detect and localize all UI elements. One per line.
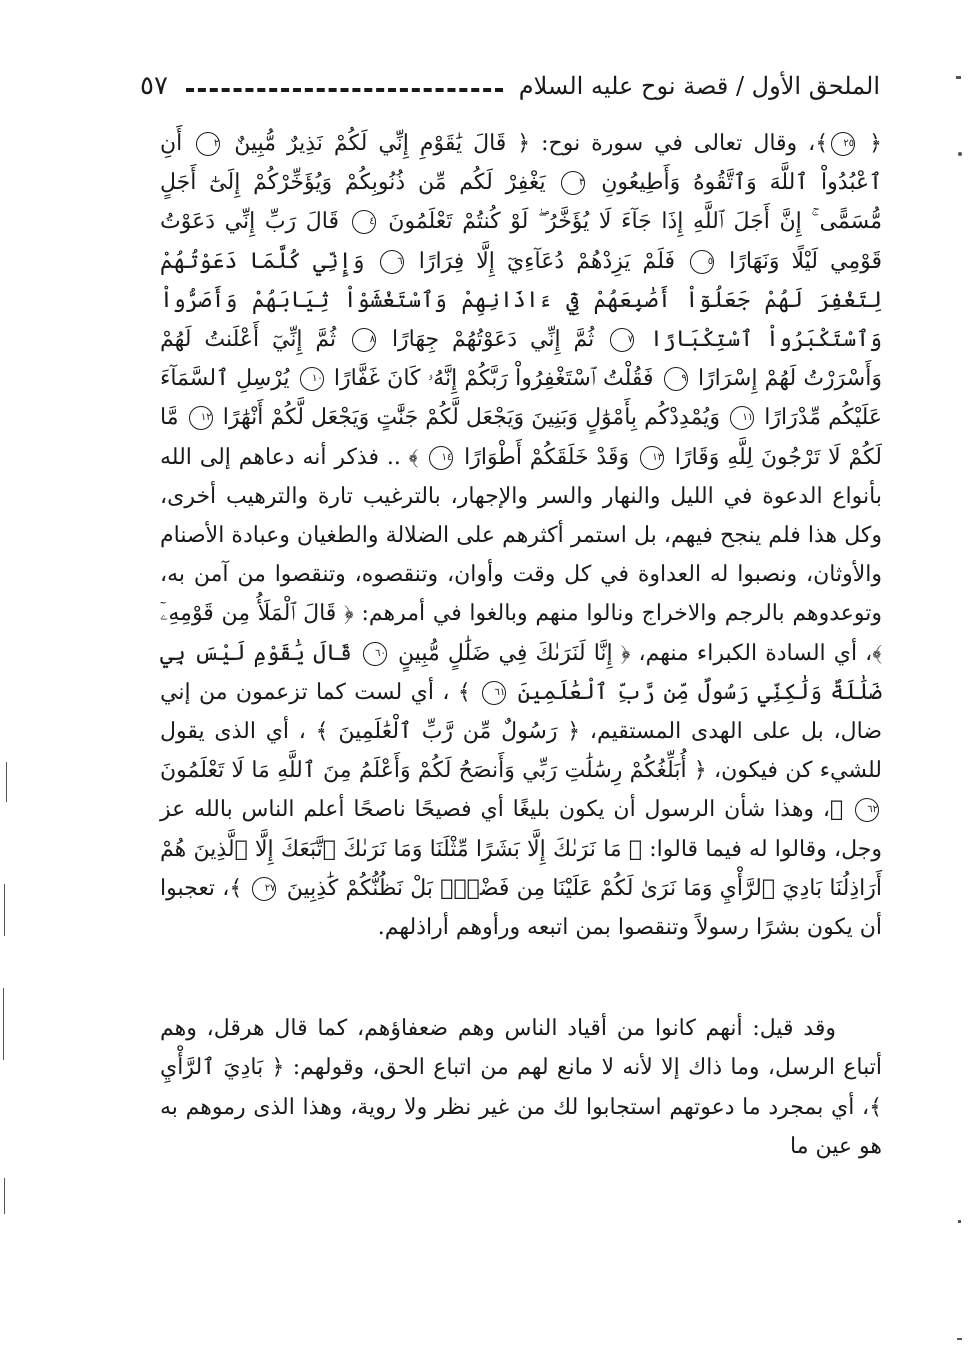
verse-number-marker: ٢ <box>196 132 220 156</box>
body-text <box>160 124 882 1166</box>
verse-number-marker: ٨ <box>352 328 376 352</box>
margin-mark <box>4 1178 5 1214</box>
verse-number-marker: ٦٠ <box>363 642 387 666</box>
running-header <box>140 62 880 110</box>
text-run: ﴾، وهذا شأن الرسول أن يكون بليغًا أي فصيحًا ناصحًا أعلم الناس بالله عز وجل، وقالوا له فيما قالوا: ﴿ مَا نَرَىٰكَ إِلَّا بَشَرًا مِّثْلَنَا وَمَا نَرَىٰكَ ٱتَّبَعَكَ إِلَّا ٱلَّذِينَ هُمْ أَرَاذِلُنَا بَادِيَ ٱلرَّأْيِ وَمَا نَرَىٰ لَكُمْ عَلَيْنَا مِن فَضْلٍۭ بَلْ نَظُنُّكُمْ كَٰذِبِينَ <box>160 797 883 901</box>
margin-mark <box>957 1338 962 1340</box>
margin-mark <box>6 762 7 802</box>
dotted-leader <box>186 88 503 92</box>
verse-number-marker: ١٣ <box>640 446 664 470</box>
margin-mark <box>3 988 4 1060</box>
verse-number-marker: ١٤ <box>429 446 453 470</box>
quran-verse: ثُمَّ إِنِّي دَعَوْتُهُمْ جِهَارًا <box>391 327 595 353</box>
verse-number-marker: ٢٥ <box>831 132 855 156</box>
verse-number-marker: ٧ <box>610 328 634 352</box>
text-run: ﴾، وقال تعالى في سورة نوح: ﴿ قَالَ يَٰقَوْمِ إِنِّي لَكُمْ نَذِيرٌ مُّبِينٌ <box>234 131 829 156</box>
verse-number-marker: ٦٢ <box>855 798 879 822</box>
verse-number-marker: ١١ <box>730 406 754 430</box>
text-run: ﴾ ، أي لست كما تزعمون من إني ضال، بل على الهدى المستقيم، ﴿ رَسُولٌ مِّن رَّبِّ ٱلْعَٰلَمِينَ ﴾ ، أي الذى يقول للشيء كن فيكون، ﴿ أُبَلِّغُكُمْ رِسَٰلَٰتِ رَبِّي وَأَنصَحُ لَكُمْ وَأَعْلَمُ مِنَ ٱللَّهِ مَا لَا تَعْلَمُونَ <box>160 679 882 784</box>
quran-verse: قَالَ رَبِّ إِنِّي دَعَوْتُ قَوْمِي لَيْلًا وَنَهَارًا <box>160 209 883 274</box>
verse-number-marker: ٤ <box>352 210 376 234</box>
verse-number-marker: ٥ <box>690 250 714 274</box>
quran-verse: وَيُمْدِدْكُم بِأَمْوَٰلٍ وَبَنِينَ وَيَجْعَل لَّكُمْ جَنَّٰتٍ وَيَجْعَل لَّكُمْ أَنْهَٰرًا <box>222 405 721 431</box>
running-title: الملحق الأول / قصة نوح عليه السلام <box>518 72 880 100</box>
quran-verse: يُرْسِلِ ٱلسَّمَآءَ عَلَيْكُم مِّدْرَارًا <box>160 366 883 431</box>
verse-number-marker: ٣ <box>561 171 585 195</box>
quran-verse: وَإِنِّي كُلَّمَا دَعَوْتُهُمْ لِتَغْفِرَ لَهُمْ جَعَلُوٓاْ أَصَٰبِعَهُمْ فِيٓ ءَاذَانِهِمْ وَٱسْتَغْشَوْاْ ثِيَابَهُمْ وَأَصَرُّواْ وَٱسْتَكْبَرُواْ ٱسْتِكْبَارًا <box>160 248 883 353</box>
quran-verse: ثُمَّ إِنِّيٓ أَعْلَنتُ لَهُمْ وَأَسْرَرْتُ لَهُمْ إِسْرَارًا <box>160 327 882 392</box>
margin-mark <box>956 76 961 79</box>
quran-verse: يَغْفِرْ لَكُم مِّن ذُنُوبِكُمْ وَيُؤَخِّرْكُمْ إِلَىٰٓ أَجَلٍ مُّسَمًّى ۚ إِنَّ أَجَلَ ٱللَّهِ إِذَا جَآءَ لَا يُؤَخَّرُ ۖ لَوْ كُنتُمْ تَعْلَمُونَ <box>160 170 882 235</box>
verse-number-marker: ١٢ <box>189 406 213 430</box>
verse-number-marker: ٢٧ <box>252 877 276 901</box>
paragraph-2 <box>160 1009 882 1166</box>
verse-number-marker: ٦ <box>380 250 404 274</box>
text-run: ﴾، تعجبوا أن يكون بشرًا رسولاً وتنقصوا بمن اتبعه ورأوهم أراذلهم. <box>160 875 882 941</box>
quran-verse: فَلَمْ يَزِدْهُمْ دُعَآءِيٓ إِلَّا فِرَارًا <box>418 248 675 274</box>
margin-mark <box>958 1220 961 1223</box>
verse-number-marker: ٩ <box>664 367 688 391</box>
quran-verse: قَالَ يَٰقَوْمِ لَيْسَ بِي ضَلَٰلَةٌ وَلَٰكِنِّي رَسُولٌ مِّن رَّبِّ ٱلْعَٰلَمِينَ <box>160 640 882 705</box>
quran-verse: فَقُلْتُ ٱسْتَغْفِرُواْ رَبَّكُمْ إِنَّهُۥ كَانَ غَفَّارًا <box>333 366 654 392</box>
page-number: ٥٧ <box>140 71 168 101</box>
text-run: ﴾ .. فذكر أنه دعاهم إلى الله بأنواع الدعوة في الليل والنهار والسر والإجهار، بالترغيب تارة والترهيب أخرى، وكل هذا فلم ينجح فيهم، بل استمر أكثرهم على الضلالة والطغيان وعبادة الأصنام والأوثان، ونصبوا له العداوة في كل وقت وأوان، وتنقصوه، وتنقصوا من آمن به، وتوعدوهم بالرجم والاخراج ونالوا منهم وبالغوا في أمرهم: ﴿ قَالَ ٱلْمَلَأُ مِن قَوْمِهِۦٓ ﴾، أي السادة الكبراء منهم، ﴿ إِنَّا لَنَرَىٰكَ فِي ضَلَٰلٍ مُّبِينٍ <box>160 444 882 666</box>
quran-verse: أَنِ ٱعْبُدُواْ ٱللَّهَ وَٱتَّقُوهُ وَأَطِيعُونِ <box>160 131 882 196</box>
margin-mark <box>958 152 962 156</box>
paragraph-1 <box>160 124 882 947</box>
verse-number-marker: ١٠ <box>300 367 324 391</box>
quran-verse: وَقَدْ خَلَقَكُمْ أَطْوَارًا <box>464 444 630 470</box>
margin-mark <box>4 884 5 936</box>
text-run: ﴿ <box>869 131 882 156</box>
verse-number-marker: ٦١ <box>482 681 506 705</box>
quran-verse: مَّا لَكُمْ لَا تَرْجُونَ لِلَّهِ وَقَارًا <box>160 405 882 470</box>
text-run: وقد قيل: أنهم كانوا من أقياد الناس وهم ضعفاؤهم، كما قال هرقل، وهم أتباع الرسل، وما ذاك إلا لأنه لا مانع لهم من اتباع الحق، وقولهم: ﴿ بَادِيَ ٱلرَّأْيِ ﴾، أي بمجرد ما دعوتهم استجابوا لك من غير نظر ولا روية، وهذا الذى رموهم به هو عين ما <box>160 1016 882 1159</box>
